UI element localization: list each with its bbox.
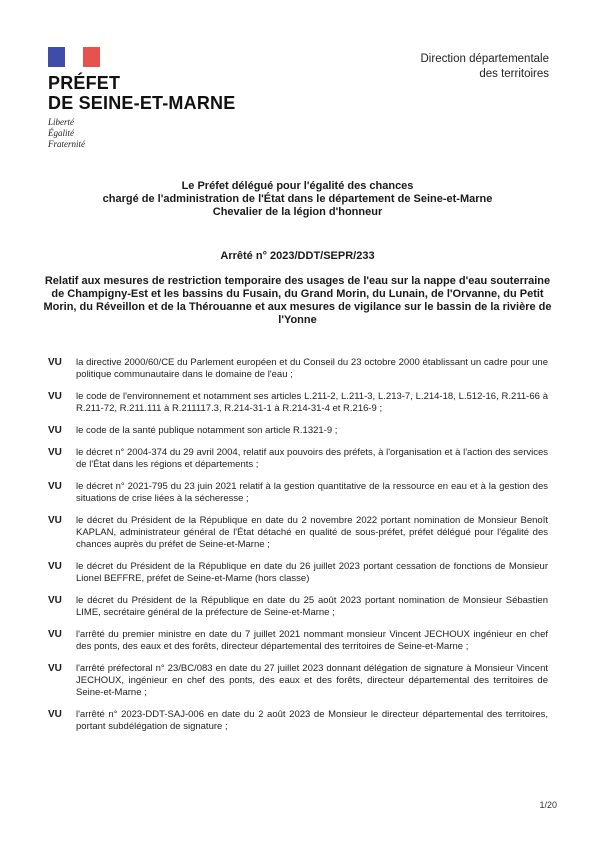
marianne-flag-icon xyxy=(48,47,100,67)
vu-text: le décret du Président de la République en date du 25 août 2023 portant nomination de Monsieur Sébastien LIME, secrétaire général de la préfecture de Seine-et-Marne ; xyxy=(76,595,548,618)
vu-text: le décret du Président de la République en date du 26 juillet 2023 portant cessation de fonctions de Monsieur Lionel BEFFRE, préfet de Seine-et-Marne (hors classe) xyxy=(76,561,548,584)
vu-text: le code de la santé publique notamment son article R.1321-9 ; xyxy=(76,425,338,436)
vu-item xyxy=(48,391,548,415)
vu-text: l'arrêté n° 2023-DDT-SAJ-006 en date du 2 août 2023 de Monsieur le directeur départemental des territoires, portant subdélégation de signature ; xyxy=(76,709,548,732)
vu-label: VU xyxy=(48,447,62,458)
vu-item xyxy=(48,447,548,471)
motto-egalite: Égalité xyxy=(48,128,74,138)
vu-item xyxy=(48,481,548,505)
vu-label: VU xyxy=(48,515,62,526)
prefecture-name-line: PRÉFET xyxy=(48,73,121,93)
vu-item xyxy=(48,357,548,381)
vu-item xyxy=(48,709,548,733)
vu-text: le décret du Président de la République en date du 2 novembre 2022 portant nomination de Monsieur Benoît KAPLAN, administrateur général de l'État détaché en qualité de sous-préfet, préfet délégué pour l'égalité des chances auprès du préfet de Seine-et-Marne ; xyxy=(76,515,548,550)
vu-label: VU xyxy=(48,391,62,402)
vu-item xyxy=(48,663,548,699)
vu-label: VU xyxy=(48,357,62,368)
vu-text: l'arrêté préfectoral n° 23/BC/083 en date du 27 juillet 2023 donnant délégation de signature à Monsieur Vincent JECHOUX, ingénieur en chef des ponts, des eaux et des forêts, directeur départemental des territoires de Seine-et-Marne ; xyxy=(76,663,548,698)
authority-line: chargé de l'administration de l'État dans le département de Seine-et-Marne xyxy=(102,193,493,205)
authority-line: Chevalier de la légion d'honneur xyxy=(212,206,383,218)
vu-item xyxy=(48,425,548,437)
authority-line: Le Préfet délégué pour l'égalité des chances xyxy=(181,180,414,192)
vu-label: VU xyxy=(48,481,62,492)
vu-text: le décret n° 2021-795 du 23 juin 2021 relatif à la gestion quantitative de la ressource en eau et à la gestion des situations de crise liées à la sécheresse ; xyxy=(76,481,548,504)
vu-label: VU xyxy=(48,663,62,674)
vu-text: la directive 2000/60/CE du Parlement européen et du Conseil du 23 octobre 2000 établissant un cadre pour une politique communautaire dans le domaine de l'eau ; xyxy=(76,357,548,380)
vu-label: VU xyxy=(48,709,62,720)
vu-item xyxy=(48,561,548,585)
vu-label: VU xyxy=(48,425,62,436)
vu-text: l'arrêté du premier ministre en date du 7 juillet 2021 nommant monsieur Vincent JECHOUX ingénieur en chef des ponts, des eaux et des forêts, directeur départemental des territoires de Seine-et-Marne ; xyxy=(76,629,548,652)
vu-list xyxy=(48,357,548,743)
vu-label: VU xyxy=(48,561,62,572)
direction-line: des territoires xyxy=(479,68,549,80)
vu-label: VU xyxy=(48,629,62,640)
page-number: 1/20 xyxy=(539,800,557,810)
direction-line: Direction départementale xyxy=(420,53,549,65)
prefet-logo xyxy=(48,47,235,150)
vu-item xyxy=(48,595,548,619)
prefecture-name xyxy=(48,73,235,113)
motto-liberte: Liberté xyxy=(48,117,74,127)
arrete-number: Arrêté n° 2023/DDT/SEPR/233 xyxy=(220,250,375,262)
authority-block xyxy=(40,180,555,219)
prefecture-name-line: DE SEINE-ET-MARNE xyxy=(48,93,236,113)
vu-label: VU xyxy=(48,595,62,606)
vu-item xyxy=(48,515,548,551)
arrete-subject: Relatif aux mesures de restriction temporaire des usages de l'eau sur la nappe d'eau souterraine de Champigny-Est et les bassins du Fusain, du Grand Morin, du Lunain, de l'Orvanne, du Petit Morin, du Réveillon et de la Thérouanne et aux mesures de vigilance sur le bassin de la rivière de l'Yonne xyxy=(43,275,552,326)
republic-motto xyxy=(48,117,235,150)
vu-text: le décret n° 2004-374 du 29 avril 2004, relatif aux pouvoirs des préfets, à l'organisation et à l'action des services de l'État dans les régions et départements ; xyxy=(76,447,548,470)
vu-item xyxy=(48,629,548,653)
vu-text: le code de l'environnement et notamment ses articles L.211-2, L.211-3, L.213-7, L.214-18, L.512-16, R.211-66 à R.211-72, R.211.111 à R.211117.3, R.214-31-1 à R.214-31-4 et R.216-9 ; xyxy=(76,391,548,414)
issuing-direction xyxy=(421,52,550,82)
motto-fraternite: Fraternité xyxy=(48,139,85,149)
